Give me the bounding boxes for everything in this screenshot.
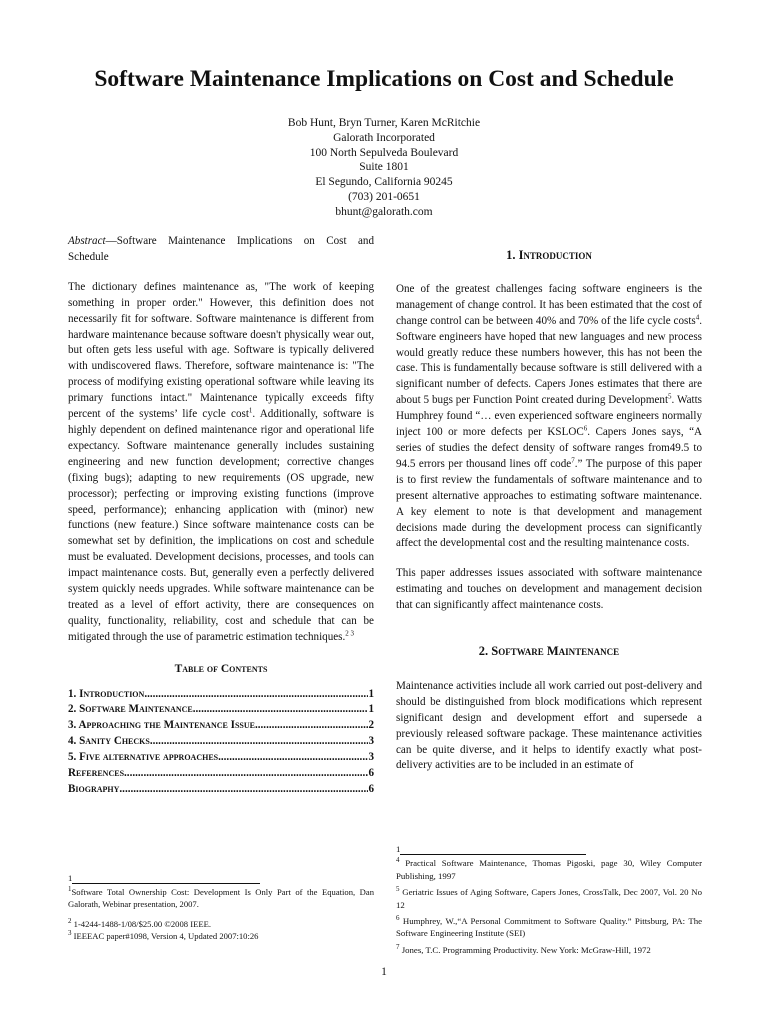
footnote-number: 4 [396,856,400,865]
toc-leader [119,782,368,798]
right-footnotes [396,843,702,956]
toc-leader [193,702,369,718]
toc-item-page: 3 [368,735,374,748]
footnote-2 [68,918,374,930]
page-number: 1 [381,966,387,978]
toc-leader [150,734,369,750]
toc-leader [255,718,368,734]
toc-item[interactable] [68,734,374,750]
author-suite: Suite 1801 [359,161,409,174]
body-text-1: The dictionary defines maintenance as, "The work of keeping something in proper order." However, this definition does not necessarily fit for software. Software maintenance is different from hardware maintenance because software doesn't physically wear out, but often gets less useful with age. Software is typically delivered with undiscovered flaws. Therefore, software maintenance is: "The process of modifying existing operational software while leaving its primary functions intact." Maintenance typically exceeds fifty percent of the systems’ life cycle cost [68,280,374,421]
abstract [68,234,374,266]
toc-item-label: 2. Software Maintenance [68,703,193,716]
footnote-marker: 1 [68,873,73,883]
toc-item-page: 2 [368,719,374,732]
footnote-ref: 2 3 [345,629,355,638]
toc-item-label: References [68,767,125,780]
footnote-ref: 1 [248,406,253,415]
toc-item-label: 1. Introduction [68,687,145,700]
abstract-text: —Software Maintenance Implications on Cost and Schedule [68,235,374,263]
toc-item-label: 4. Sanity Checks [68,735,150,748]
footnote-1 [68,886,374,910]
body-text-2: . Additionally, software is highly dependent on defined maintenance rigor and operational life expectancy. Software maintenance generally includes sustaining engineering and new function development; corrective changes (fixing bugs); adapting to new requirements (OS upgrade, new processor); perfecting or improving existing functions (improve speed, performance); enhancing application with (minor) new functions (new feature.) Since software maintenance costs can be somewhat set by definition, the implications on cost and schedule must be evaluated. Development decisions, processes, and tools can impact maintenance costs. But, generally even a perfectly delivered system quickly needs upgrades. While software maintenance can be treated as a level of effort activity, there are consequences on quality, functionality, reliability, cost and schedule that can be mitigated through the use of parametric estimation techniques. [68,408,374,643]
toc-leader [124,766,368,782]
footnote-separator [68,872,374,884]
paper-title: Software Maintenance Implications on Cost and Schedule [94,66,674,92]
footnote-text: Humphrey, W.,“A Personal Commitment to Software Quality.” Pittsburg, PA: The Software Engineering Institute (SEI) [396,916,702,939]
author-email[interactable]: bhunt@galorath.com [335,205,433,218]
toc-item[interactable] [68,750,374,766]
toc-item-label: 3. Approaching the Maintenance Issue [68,719,255,732]
toc-item[interactable] [68,766,374,782]
author-block [0,116,768,220]
toc-item-label: 5. Five alternative approaches [68,751,219,764]
toc-item[interactable] [68,782,374,798]
table-of-contents [68,662,374,798]
footnote-text: Software Total Ownership Cost: Development Is Only Part of the Equation, Dan Galorath, Webinar presentation, 2007. [68,887,374,909]
footnote-number: 2 [68,917,72,926]
toc-leader [218,750,368,766]
toc-item-page: 3 [368,751,374,764]
author-city: El Segundo, California 90245 [315,176,453,189]
toc-item[interactable] [68,702,374,718]
footnote-3 [68,930,374,942]
footnote-number: 1 [68,885,72,894]
section-heading-text: 1. Introduction [506,248,592,262]
toc-item-page: 6 [368,767,374,780]
footnote-ref: 6 [583,424,588,433]
toc-title: Table of Contents [174,662,268,675]
footnote-text: Jones, T.C. Programming Productivity. New York: McGraw-Hill, 1972 [399,944,651,955]
toc-item[interactable] [68,718,374,734]
author-names: Bob Hunt, Bryn Turner, Karen McRitchie [287,117,481,129]
intro-text: . Software engineers have hoped that new languages and new process would greatly reduce these numbers however, this has not been the case. This is fundamentally because software is still delivered with a significant number of defects. Capers Jones estimates that there are about 5 bugs per Function Point created during Development [396,314,702,407]
footnote-ref: 4 [695,313,700,322]
author-phone: (703) 201-0651 [348,190,420,203]
footnote-marker: 1 [396,844,401,854]
footnote-rule [72,883,260,884]
toc-item-page: 1 [368,703,374,716]
left-footnotes [68,872,374,942]
toc-item-page: 1 [368,687,374,700]
footnote-number: 6 [396,914,400,923]
left-column [68,234,374,798]
footnote-number: 3 [68,929,72,938]
toc-item[interactable] [68,687,374,703]
section-heading-introduction [396,248,702,264]
abstract-label: Abstract [68,235,106,247]
author-affiliation: Galorath Incorporated [333,131,435,144]
maintenance-paragraph-1: Maintenance activities include all work carried out post-delivery and should be distinguished from block modifications which represent significant design and development effort and supersede a previously released software package. These maintenance activities can be quite diverse, and it helps to identify exactly what post-delivery activities are to be included in an estimate of [396,679,702,772]
intro-text: . Capers Jones says, “A series of studies the defect density of software ranges from49.5 to 94.5 errors per thousand lines off code [396,426,703,470]
footnote-separator [396,843,702,855]
toc-leader [144,687,368,703]
intro-text: .” The purpose of this paper is to first review the fundamentals of software maintenance and to present alternative approaches to estimating software maintenance. A key element to note is that development and management decisions made during the development process can significantly affect the developmental cost and the resulting maintenance costs. [396,457,702,550]
footnote-rule [400,854,586,855]
footnote-number: 5 [396,885,400,894]
footnote-7 [396,944,702,956]
footnote-ref: 7 [571,456,575,465]
body-paragraph [68,280,374,646]
footnote-ref: 5 [668,392,672,401]
intro-paragraph-1 [396,282,702,552]
intro-text: One of the greatest challenges facing software engineers is the management of change control. It has been estimated that the cost of change control can be between 40% and 70% of the life cycle costs [396,282,702,327]
toc-item-page: 6 [368,783,374,795]
footnote-text: 1-4244-1488-1/08/$25.00 ©2008 IEEE. [71,919,211,929]
toc-item-label: Biography [68,783,120,795]
footnote-5 [396,886,702,911]
section-heading-software-maintenance [396,644,702,660]
author-address: 100 North Sepulveda Boulevard [309,146,459,159]
footnote-text: Geriatric Issues of Aging Software, Capers Jones, CrossTalk, Dec 2007, Vol. 20 No 12 [396,887,702,910]
footnote-6 [396,915,702,940]
intro-text: . Watts Humphrey found “… even experienced software engineers normally inject 100 or more defects per KSLOC [396,394,702,439]
footnote-number: 7 [396,942,400,951]
section-heading-text: 2. Software Maintenance [478,644,620,659]
footnote-4 [396,857,702,882]
intro-paragraph-2: This paper addresses issues associated with software maintenance estimating and touches on development and management decision that can significantly affect maintenance costs. [396,567,702,612]
footnote-text: Practical Software Maintenance, Thomas Pigoski, page 30, Wiley Computer Publishing, 1997 [396,858,702,881]
footnote-text: IEEEAC paper#1098, Version 4, Updated 2007:10:26 [71,931,259,941]
right-column [396,248,702,774]
